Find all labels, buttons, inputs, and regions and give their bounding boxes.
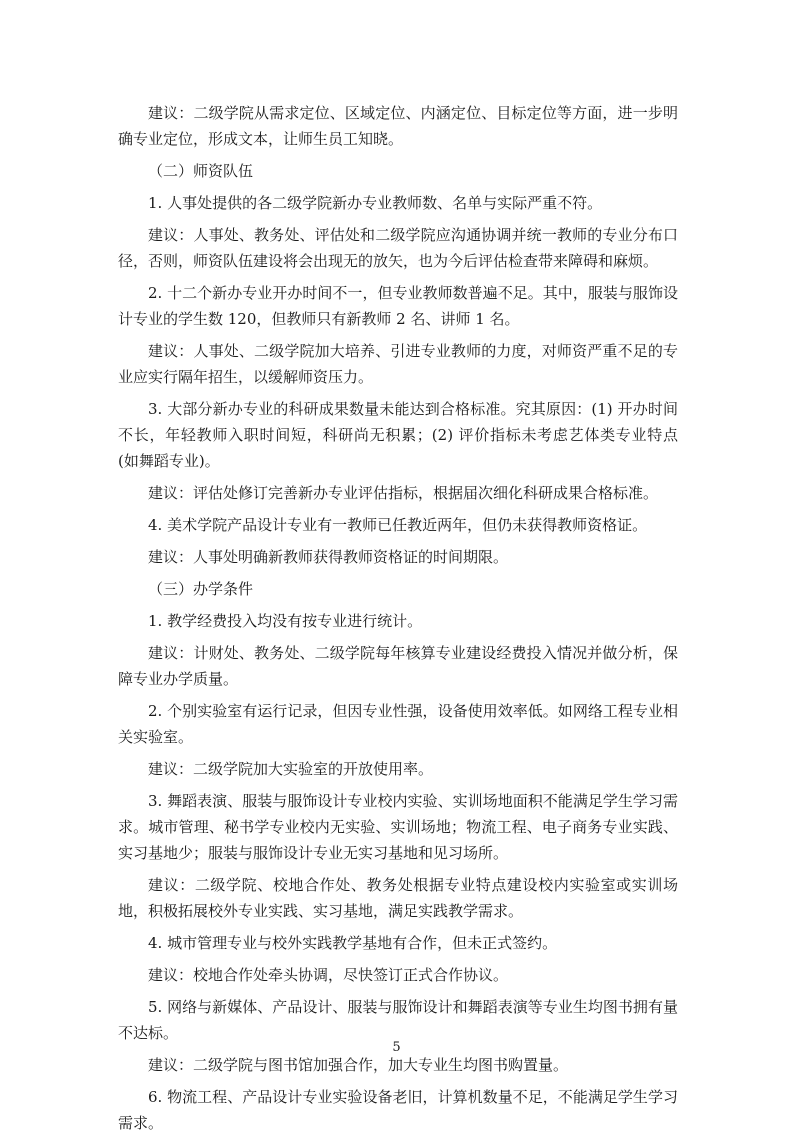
paragraph: 建议：二级学院加大实验室的开放使用率。 — [148, 760, 434, 778]
paragraph: 建议：人事处、二级学院加大培养、引进专业教师的力度，对师资严重不足的专业应实行隔年招生，以缓解师资压力。 — [118, 342, 678, 386]
paragraph: 建议：二级学院与图书馆加强合作，加大专业生均图书购置量。 — [148, 1056, 569, 1074]
paragraph: 建议：二级学院、校地合作处、教务处根据专业特点建设校内实验室或实训场地，积极拓展校外专业实践、实习基地，满足实践教学需求。 — [118, 876, 678, 920]
paragraph: 1. 教学经费投入均没有按专业进行统计。 — [148, 612, 423, 630]
paragraph: 4. 城市管理专业与校外实践教学基地有合作，但未正式签约。 — [148, 934, 558, 952]
paragraph: 2. 十二个新办专业开办时间不一，但专业教师数普遍不足。其中，服装与服饰设计专业的学生数 120，但教师只有新教师 2 名、讲师 1 名。 — [118, 284, 678, 328]
page-number: 5 — [392, 1040, 401, 1055]
paragraph: 建议：计财处、教务处、二级学院每年核算专业建设经费投入情况并做分析，保障专业办学质量。 — [118, 644, 678, 688]
paragraph: 3. 舞蹈表演、服装与服饰设计专业校内实验、实训场地面积不能满足学生学习需求。城市管理、秘书学专业校内无实验、实训场地；物流工程、电子商务专业实践、实习基地少；服装与服饰设计专业无实习基地和见习场所。 — [118, 792, 678, 862]
paragraph: 5. 网络与新媒体、产品设计、服装与服饰设计和舞蹈表演等专业生均图书拥有量不达标。 — [118, 998, 678, 1042]
paragraph: 4. 美术学院产品设计专业有一教师已任教近两年，但仍未获得教师资格证。 — [148, 516, 648, 534]
paragraph: 6. 物流工程、产品设计专业实验设备老旧，计算机数量不足，不能满足学生学习需求。 — [118, 1088, 678, 1132]
paragraph: 建议：二级学院从需求定位、区域定位、内涵定位、目标定位等方面，进一步明确专业定位，形成文本，让师生员工知晓。 — [118, 104, 678, 148]
paragraph: 1. 人事处提供的各二级学院新办专业教师数、名单与实际严重不符。 — [148, 194, 603, 212]
paragraph: 2. 个别实验室有运行记录，但因专业性强，设备使用效率低。如网络工程专业相关实验室。 — [118, 702, 678, 746]
document-body — [118, 100, 678, 1142]
section-heading: （二）师资队伍 — [148, 162, 254, 180]
paragraph: 建议：校地合作处牵头协调，尽快签订正式合作协议。 — [148, 966, 509, 984]
paragraph: 建议：人事处明确新教师获得教师资格证的时间期限。 — [148, 548, 509, 566]
paragraph: 建议：评估处修订完善新办专业评估指标，根据届次细化科研成果合格标准。 — [148, 484, 659, 502]
section-heading: （三）办学条件 — [148, 580, 254, 598]
paragraph: 3. 大部分新办专业的科研成果数量未能达到合格标准。究其原因：(1) 开办时间不长，年轻教师入职时间短，科研尚无积累；(2) 评价指标未考虑艺体类专业特点 (如舞蹈专业)。 — [118, 400, 678, 470]
paragraph: 建议：人事处、教务处、评估处和二级学院应沟通协调并统一教师的专业分布口径，否则，师资队伍建设将会出现无的放矢，也为今后评估检查带来障碍和麻烦。 — [118, 226, 678, 270]
